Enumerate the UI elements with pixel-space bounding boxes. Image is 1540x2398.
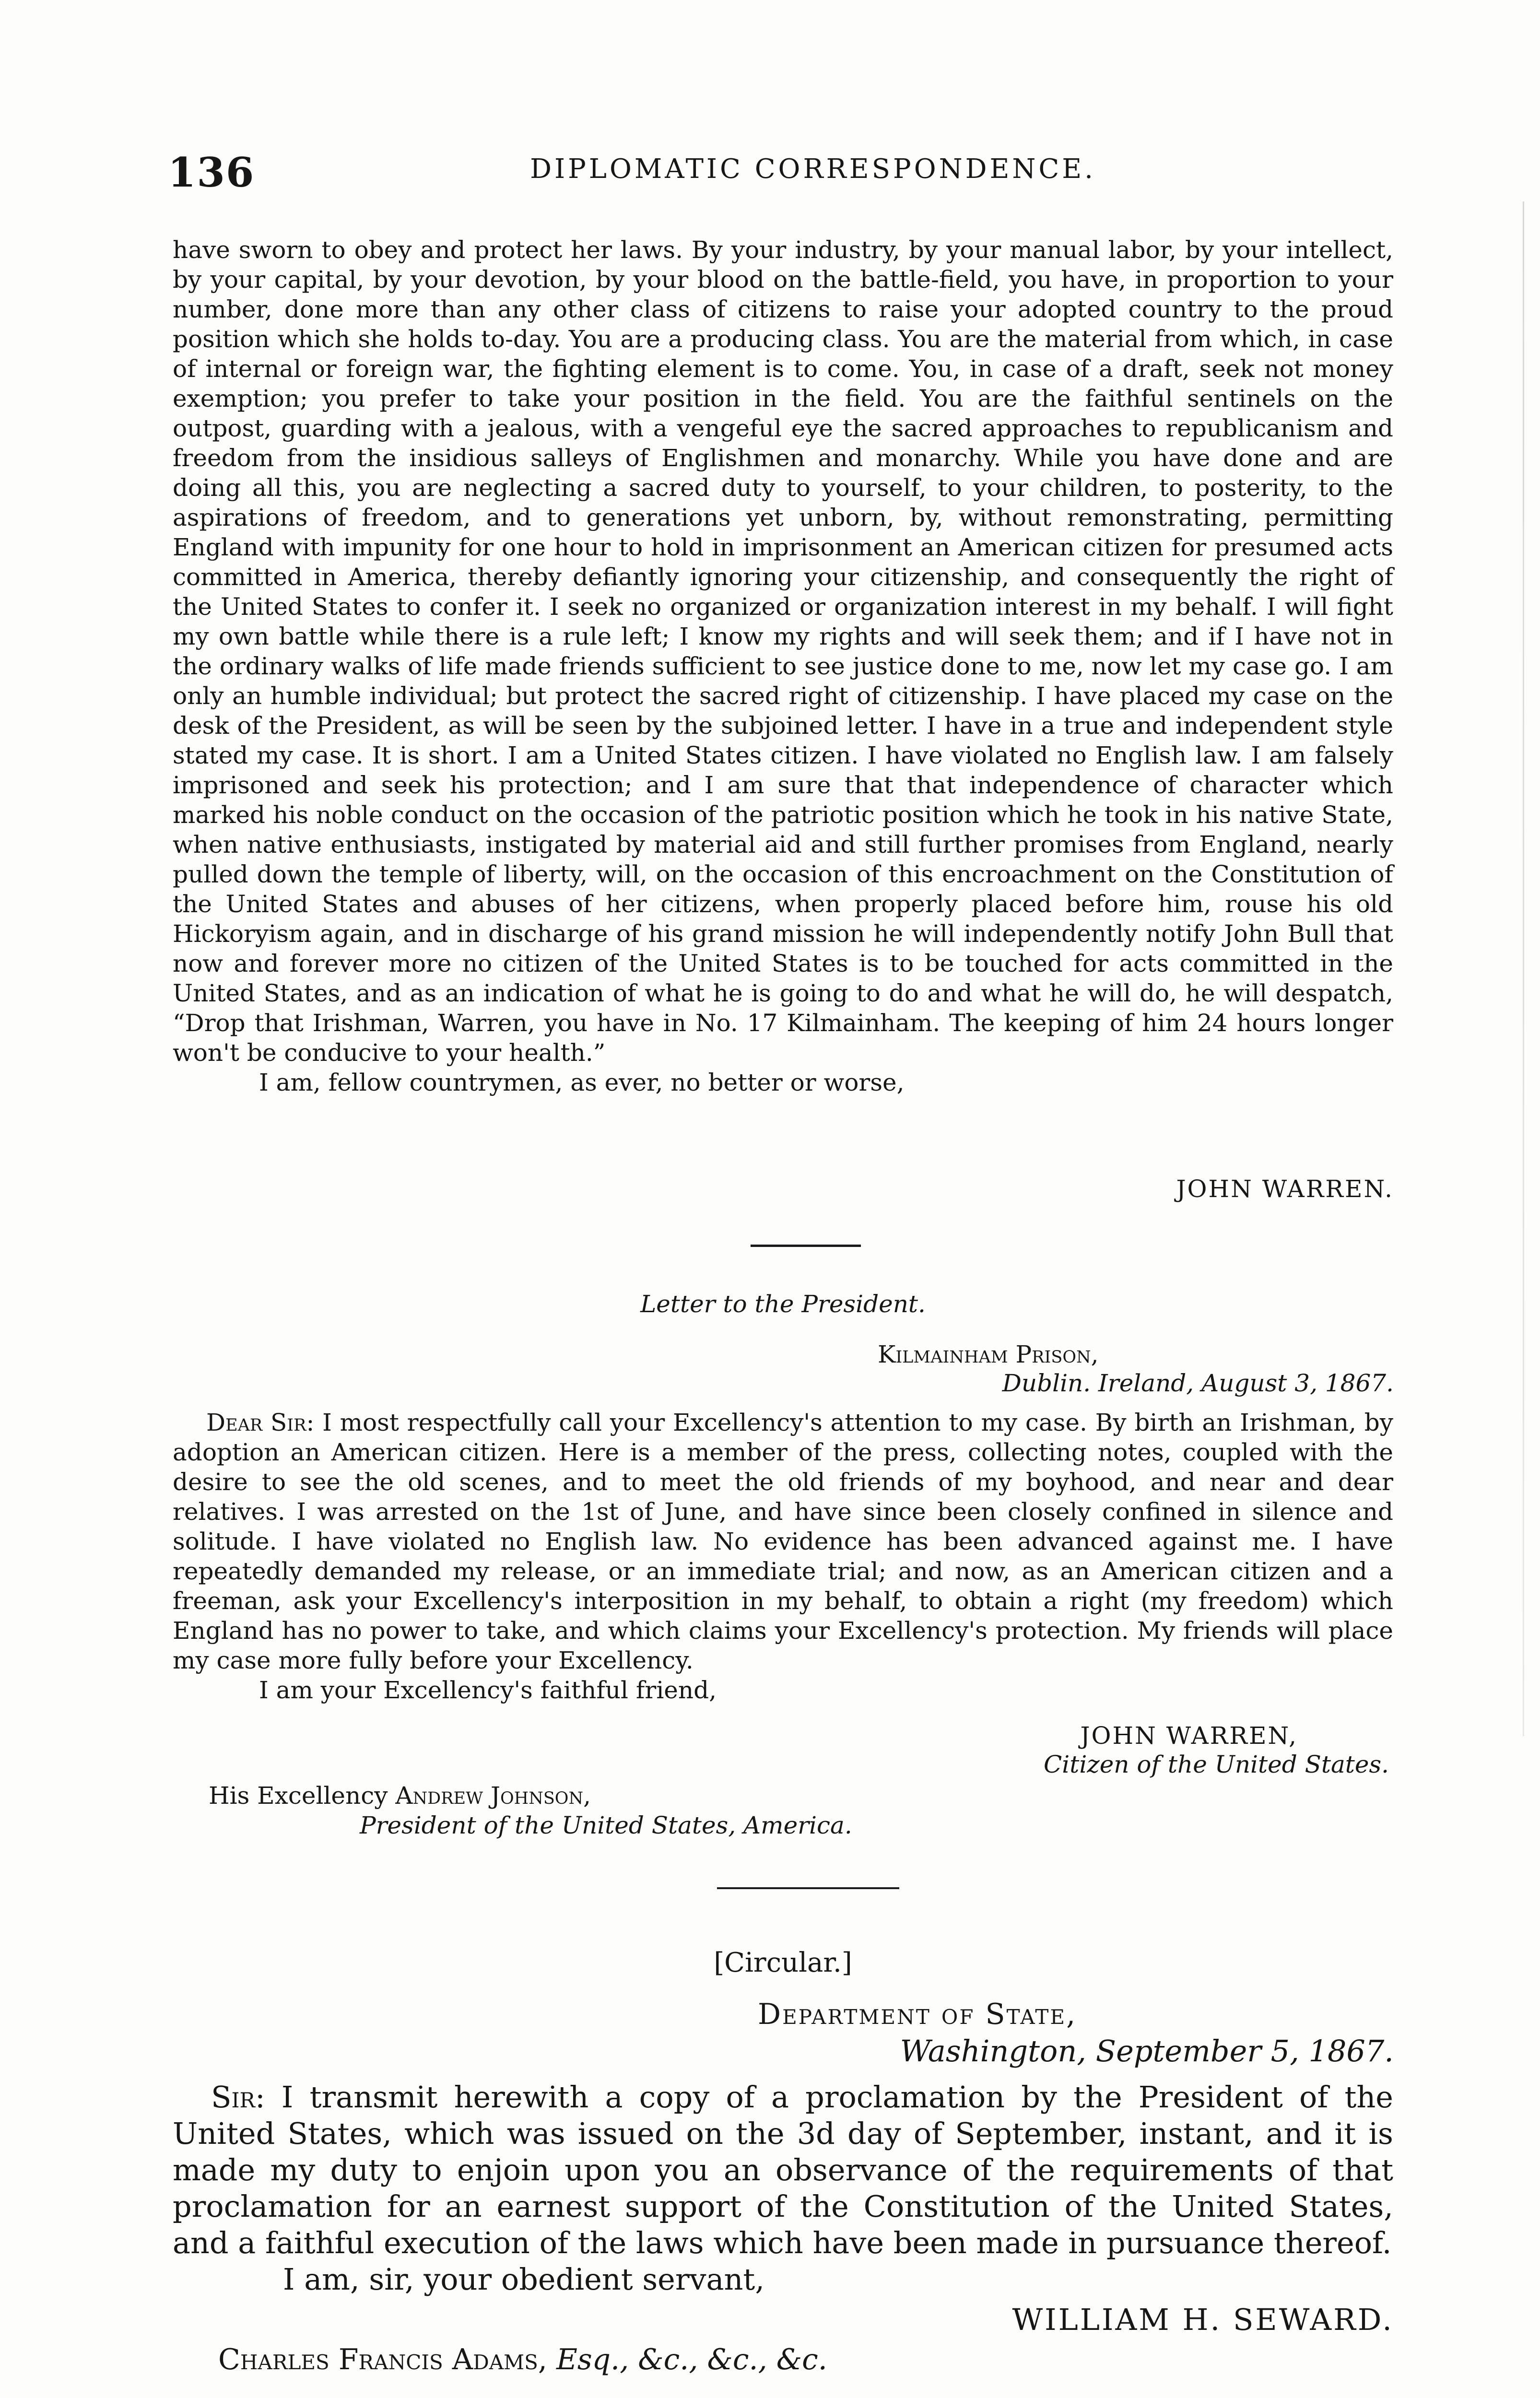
- letter-closing: I am your Excellency's faithful friend,: [259, 1676, 717, 1704]
- circular-department: Department of State,: [758, 1998, 1077, 2031]
- letter-place: Kilmainham Prison,: [878, 1340, 1099, 1368]
- recipient-name: Charles Francis Adams,: [218, 2343, 547, 2376]
- letter-signature: JOHN WARREN,: [1080, 1722, 1298, 1750]
- addressee-name: Andrew Johnson,: [395, 1782, 591, 1810]
- page-number: 136: [168, 149, 255, 196]
- circular-salutation: Sir:: [211, 2080, 265, 2115]
- letter-dateline: Dublin. Ireland, August 3, 1867.: [1002, 1369, 1394, 1397]
- address-closing: I am, fellow countrymen, as ever, no better or worse,: [259, 1069, 905, 1096]
- page-header: [168, 149, 1396, 201]
- recipient-suffix: Esq., &c., &c., &c.: [556, 2343, 827, 2376]
- addressee-title: President of the United States, America.: [360, 1811, 852, 1839]
- circular-label: [Circular.]: [714, 1947, 852, 1978]
- letter-body: I most respectfully call your Excellency's attention to my case. By birth an Irishman, by adoption an American citizen. Here is a member of the press, collecting notes, coupled with the desire to see the old scenes, and to meet the old friends of my boyhood, and near and dear relatives. I was arrested on the 1st of June, and have since been closely confined in silence and solitude. I have violated no English law. No evidence has been advanced against me. I have repeatedly demanded my release, or an immediate trial; and now, as an American citizen and a freeman, ask your Excellency's interposition in my behalf, to obtain a right (my freedom) which England has no power to take, and which claims your Excellency's protection. My friends will place my case more fully before your Excellency.: [173, 1409, 1393, 1674]
- address-paragraph: have sworn to obey and protect her laws. By your industry, by your manual labor, by your intellect, by your capital, by your devotion, by your blood on the battle-field, you have, in proportion to your number, done more than any other class of citizens to raise your adopted country to the proud position which she holds to-day. You are a producing class. You are the material from which, in case of internal or foreign war, the fighting element is to come. You, in case of a draft, seek not money exemption; you prefer to take your position in the field. You are the faithful sentinels on the outpost, guarding with a jealous, with a vengeful eye the sacred approaches to republicanism and freedom from the insidious salleys of Englishmen and monarchy. While you have done and are doing all this, you are neglecting a sacred duty to yourself, to your children, to posterity, to the aspirations of freedom, and to generations yet unborn, by, without remonstrating, permitting England with impunity for one hour to hold in imprisonment an American citizen for presumed acts committed in America, thereby defiantly ignoring your citizenship, and consequently the right of the United States to confer it. I seek no organized or organization interest in my behalf. I will fight my own battle while there is a rule left; I know my rights and will seek them; and if I have not in the ordinary walks of life made friends sufficient to see justice done to me, now let my case go. I am only an humble individual; but protect the sacred right of citizenship. I have placed my case on the desk of the President, as will be seen by the subjoined letter. I have in a true and independent style stated my case. It is short. I am a United States citizen. I have violated no English law. I am falsely imprisoned and seek his protection; and I am sure that that independence of character which marked his noble conduct on the occasion of the patriotic position which he took in his native State, when native enthusiasts, instigated by material aid and still further promises from England, nearly pulled down the temple of liberty, will, on the occasion of this encroachment on the Constitution of the United States and abuses of her citizens, when properly placed before him, rouse his old Hickoryism again, and in discharge of his grand mission he will independently notify John Bull that now and forever more no citizen of the United States is to be touched for acts committed in the United States, and as an indication of what he is going to do and what he will do, he will despatch, “Drop that Irishman, Warren, you have in No. 17 Kilmainham. The keeping of him 24 hours longer won't be conducive to your health.”: [173, 236, 1393, 1067]
- address-body: [173, 235, 1393, 1097]
- letter-signature-title: Citizen of the United States.: [1044, 1751, 1389, 1778]
- letter-body-block: [173, 1408, 1393, 1705]
- circular-signature: WILLIAM H. SEWARD.: [1012, 2302, 1394, 2337]
- circular-dateline: Washington, September 5, 1867.: [900, 2034, 1394, 2069]
- letter-heading: Letter to the President.: [640, 1290, 926, 1318]
- section-divider: [751, 1245, 861, 1247]
- circular-recipient: [218, 2343, 827, 2376]
- letter-salutation: Dear Sir:: [206, 1409, 315, 1436]
- address-signature: JOHN WARREN.: [1176, 1175, 1394, 1203]
- page-edge-shadow: [1523, 201, 1524, 1736]
- letter-addressee: [209, 1782, 591, 1810]
- section-divider: [717, 1887, 899, 1889]
- circular-body-block: [173, 2079, 1393, 2298]
- running-head: DIPLOMATIC CORRESPONDENCE.: [530, 153, 1096, 185]
- addressee-prefix: His Excellency: [209, 1782, 388, 1810]
- circular-closing: I am, sir, your obedient servant,: [283, 2262, 765, 2297]
- circular-body: I transmit herewith a copy of a proclamation by the President of the United States, which was issued on the 3d day of September, instant, and it is made my duty to enjoin upon you an observance of the requirements of that proclamation for an earnest support of the Constitution of the United States, and a faithful execution of the laws which have been made in pursuance thereof.: [173, 2080, 1393, 2260]
